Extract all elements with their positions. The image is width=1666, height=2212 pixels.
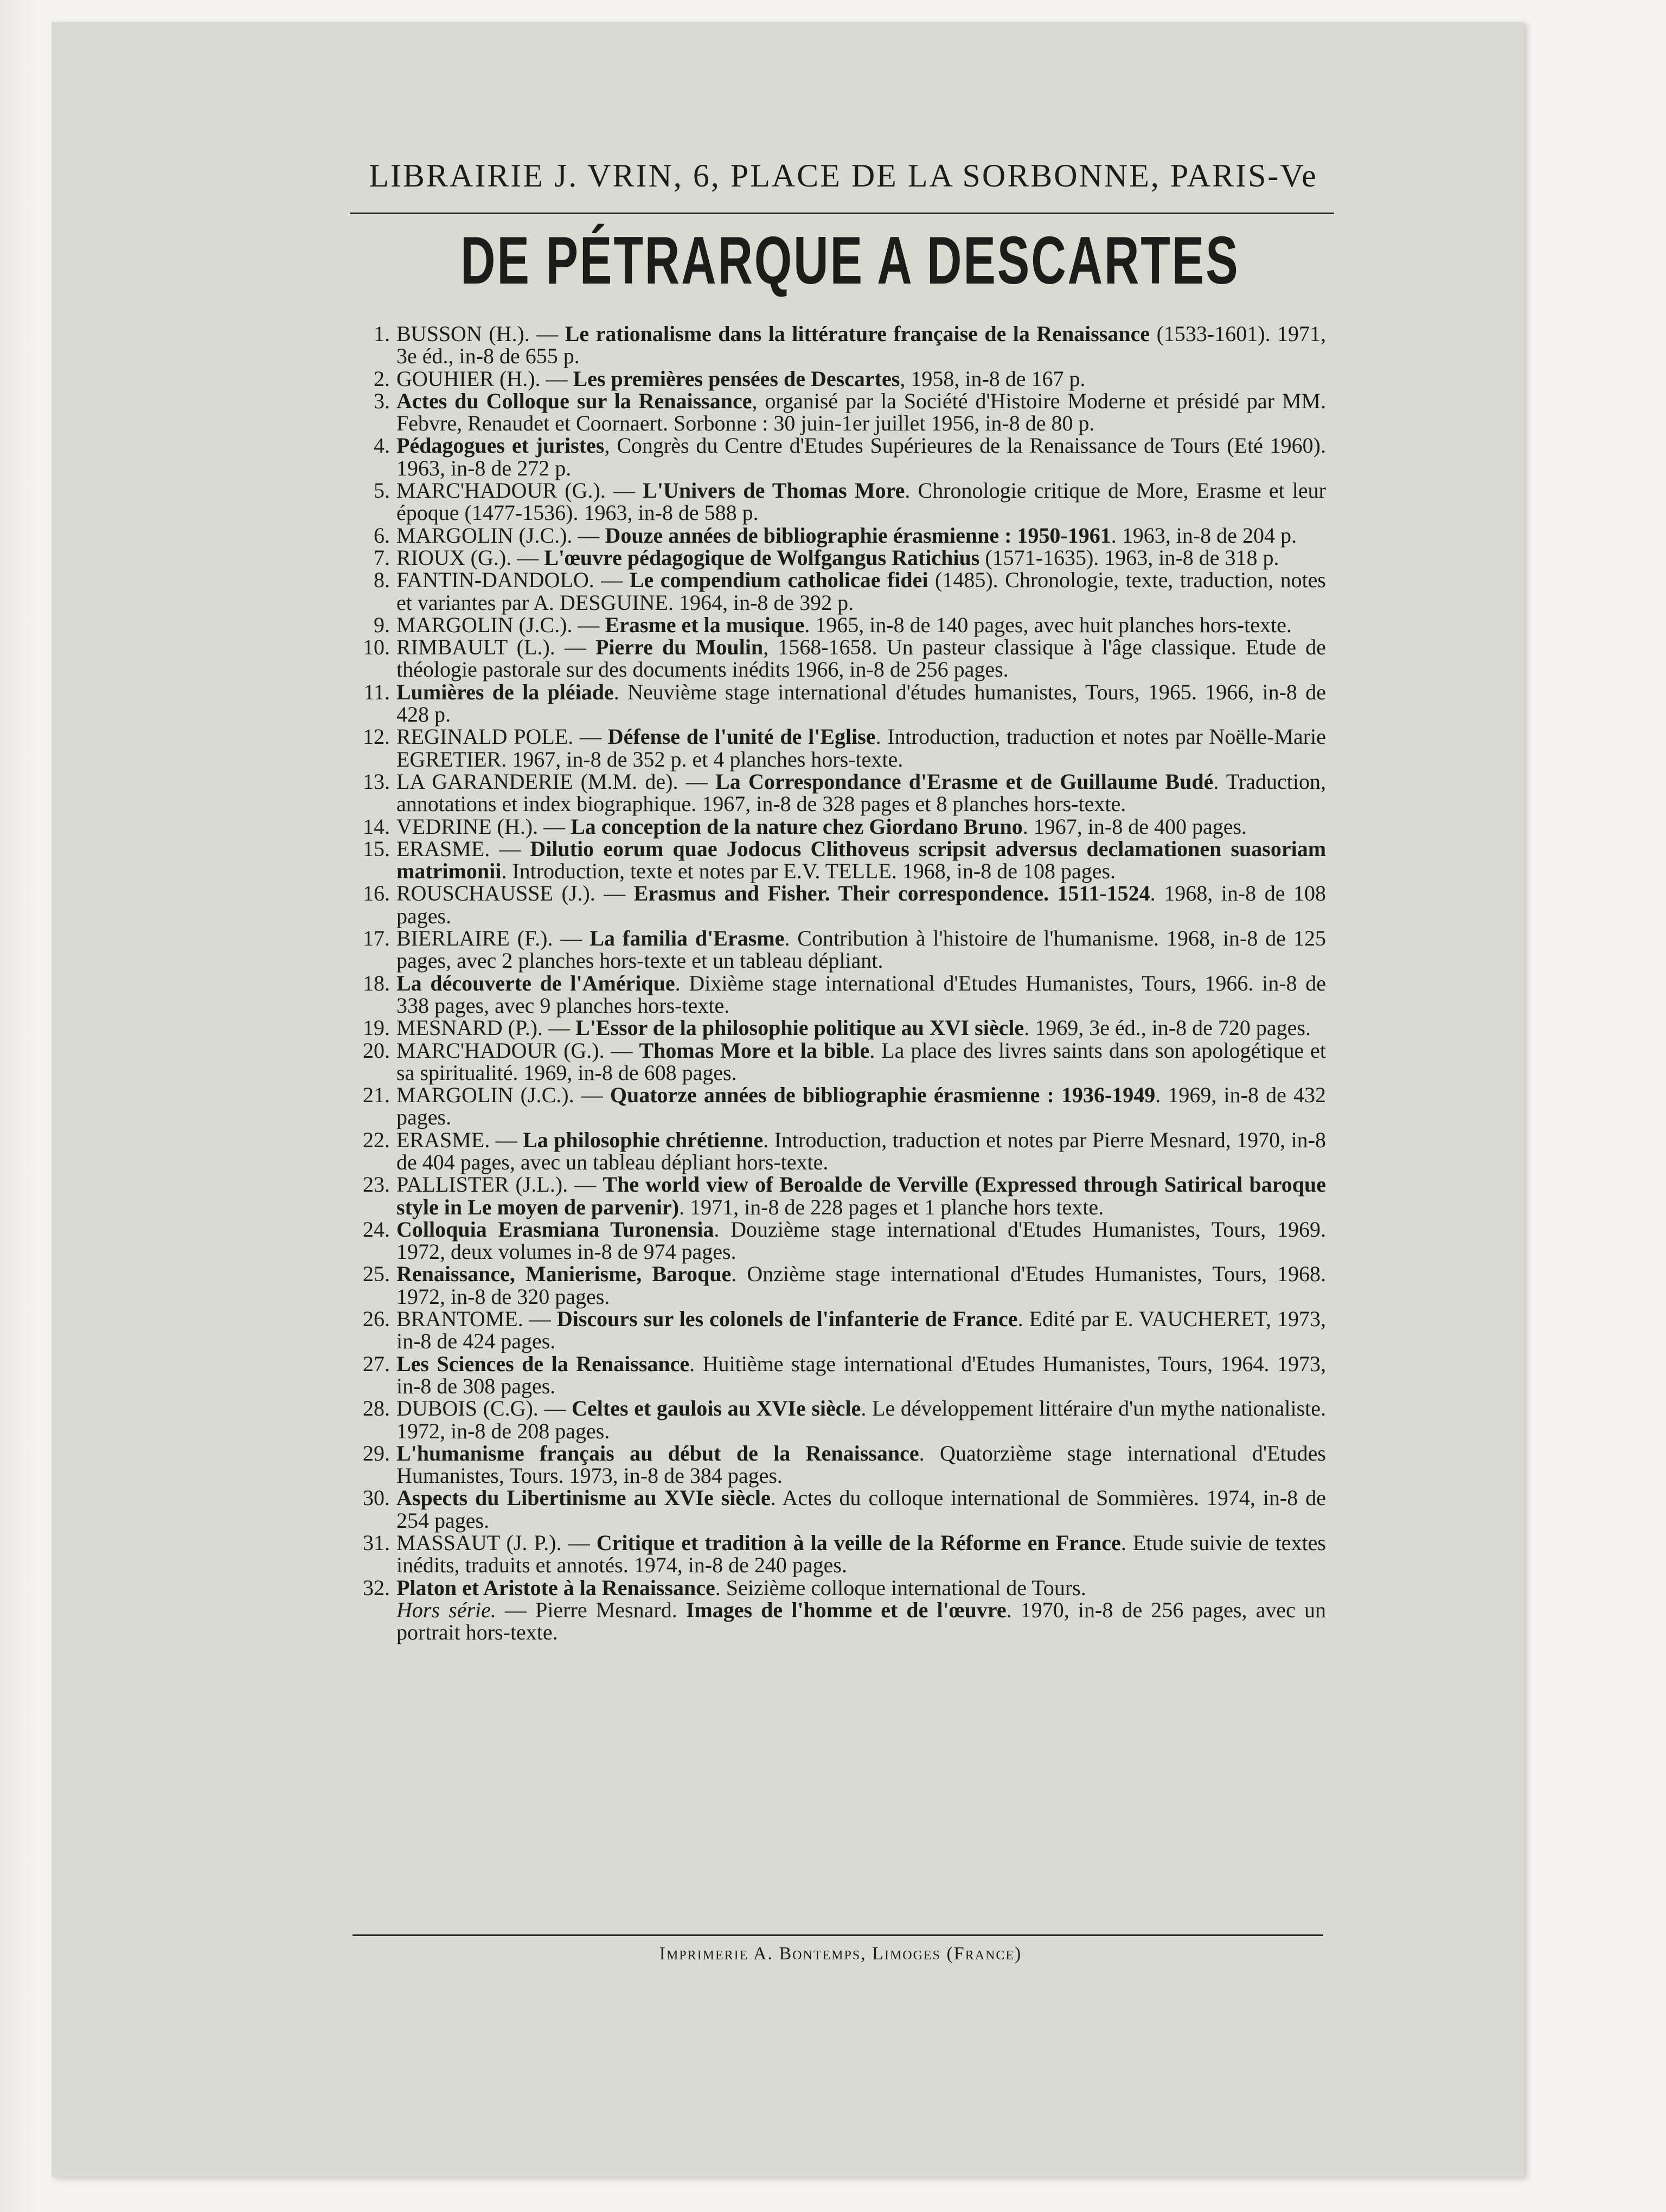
hors-serie-title: Images de l'homme et de l'œuvre — [685, 1597, 1007, 1622]
entry-title: Lumières de la pléiade — [396, 679, 614, 704]
entry-author: MARGOLIN (J.C.). — — [396, 523, 605, 548]
hors-serie-label: Hors série. — [396, 1597, 496, 1622]
entry-title: Dilutio eorum quae Jodocus Clithoveus scripsit adversus declamationen suasoriam matrimonii — [396, 836, 1327, 884]
entry-number: 11. — [363, 679, 390, 704]
entry-title: L'Essor de la philosophie politique au XVI siècle — [575, 1015, 1024, 1040]
list-item — [355, 1039, 1326, 1084]
list-item — [355, 390, 1326, 435]
page-title: DE PÉTRARQUE A DESCARTES — [460, 223, 1240, 298]
entry-details: . Chronologie critique de More, Erasme et leur époque (1477-1536). 1963, in-8 de 588 p. — [396, 478, 1326, 525]
entry-author: MARC'HADOUR (G.). — — [396, 1038, 639, 1063]
entry-number: 32. — [363, 1575, 390, 1600]
entry-title: Actes du Colloque sur la Renaissance — [396, 388, 752, 413]
entry-number: 13. — [363, 769, 390, 794]
list-item — [355, 815, 1326, 838]
footer-rule — [353, 1934, 1323, 1936]
entry-title: L'Univers de Thomas More — [643, 478, 905, 503]
entry-number: 21. — [363, 1083, 390, 1108]
entry-author: MARC'HADOUR (G.). — — [396, 478, 643, 503]
list-item — [355, 368, 1326, 390]
list-item — [355, 569, 1326, 614]
entry-number: 22. — [363, 1127, 390, 1152]
entry-number: 16. — [363, 881, 390, 906]
entry-title: Colloquia Erasmiana Turonensia — [396, 1217, 714, 1242]
entry-number: 18. — [363, 970, 390, 995]
entry-number: 26. — [363, 1307, 390, 1332]
list-item — [355, 1442, 1326, 1487]
entry-details: . 1965, in-8 de 140 pages, avec huit planches hors-texte. — [804, 612, 1292, 637]
entry-title: Douze années de bibliographie érasmienne : 1950-1961 — [605, 523, 1111, 548]
entry-title: L'œuvre pédagogique de Wolfgangus Ratichius — [544, 545, 980, 570]
entry-author: REGINALD POLE. — — [396, 724, 608, 749]
entry-details: . Actes du colloque international de Sommières. 1974, in-8 de 254 pages. — [396, 1486, 1326, 1533]
entry-details: . 1969, 3e éd., in-8 de 720 pages. — [1024, 1015, 1311, 1040]
entry-author: RIMBAULT (L.). — — [396, 635, 595, 660]
entry-number: 27. — [363, 1351, 390, 1376]
list-item — [355, 681, 1326, 726]
list-item — [355, 1173, 1326, 1218]
entry-author: BIERLAIRE (F.). — — [396, 926, 590, 951]
entry-number: 6. — [374, 523, 390, 548]
entry-details: . 1969, in-8 de 432 pages. — [396, 1083, 1326, 1130]
list-item — [355, 636, 1326, 681]
entry-author: BRANTOME. — — [396, 1307, 557, 1332]
list-item — [355, 927, 1326, 972]
entry-details: . Dixième stage international d'Etudes Humanistes, Tours, 1966. in-8 de 338 pages, avec 9 planches hors-texte. — [396, 970, 1326, 1018]
entry-details: , Congrès du Centre d'Etudes Supérieures de la Renaissance de Tours (Eté 1960). 1963, in-8 de 272 p. — [396, 433, 1326, 480]
entry-details: , organisé par la Société d'Histoire Moderne et présidé par MM. Febvre, Renaudet et Coornaert. Sorbonne : 30 juin-1er juillet 1956, in-8 de 80 p. — [396, 388, 1326, 436]
entry-title: La conception de la nature chez Giordano Bruno — [571, 814, 1023, 839]
entry-number: 23. — [363, 1172, 390, 1197]
entry-number: 17. — [363, 926, 390, 951]
entry-author: DUBOIS (C.G). — — [396, 1396, 572, 1421]
entry-author: MARGOLIN (J.C.). — — [396, 612, 605, 637]
entry-details: . 1963, in-8 de 204 p. — [1111, 523, 1297, 548]
entry-title: La philosophie chrétienne — [523, 1127, 764, 1152]
entry-title: Platon et Aristote à la Renaissance — [396, 1575, 715, 1600]
entry-details: . Etude suivie de textes inédits, traduits et annotés. 1974, in-8 de 240 pages. — [396, 1531, 1326, 1578]
list-item — [355, 972, 1326, 1017]
list-item — [355, 524, 1326, 546]
entry-title: Critique et tradition à la veille de la Réforme en France — [596, 1531, 1121, 1555]
entry-details: . Introduction, traduction et notes par Pierre Mesnard, 1970, in-8 de 404 pages, avec un tableau dépliant hors-texte. — [396, 1127, 1327, 1174]
entry-author: MASSAUT (J. P.). — — [396, 1531, 597, 1555]
list-item — [355, 1218, 1326, 1263]
entry-details: . Quatorzième stage international d'Etudes Humanistes, Tours. 1973, in-8 de 384 pages. — [396, 1441, 1326, 1488]
entry-number: 28. — [363, 1396, 390, 1421]
entry-title: Quatorze années de bibliographie érasmienne : 1936-1949 — [610, 1083, 1156, 1108]
entry-author: GOUHIER (H.). — — [396, 366, 573, 391]
entry-author: LA GARANDERIE (M.M. de). — — [396, 769, 716, 794]
entry-title: Aspects du Libertinisme au XVIe siècle — [396, 1486, 771, 1510]
background-shadow — [0, 0, 38, 2212]
entry-number: 24. — [363, 1217, 390, 1242]
list-item — [355, 1532, 1326, 1577]
list-item — [355, 1353, 1326, 1398]
entry-number: 3. — [374, 388, 390, 413]
entry-author: MARGOLIN (J.C.). — — [396, 1083, 610, 1108]
entry-author: ERASME. — — [396, 1127, 523, 1152]
entry-title: Pédagogues et juristes — [396, 433, 605, 458]
entry-title: La découverte de l'Amérique — [396, 970, 675, 995]
entry-details: . Edité par E. VAUCHERET, 1973, in-8 de 424 pages. — [396, 1307, 1327, 1354]
publisher-header: LIBRAIRIE J. VRIN, 6, PLACE DE LA SORBONNE, PARIS-Ve — [369, 158, 1318, 194]
book-list — [355, 323, 1326, 1644]
entry-number: 10. — [363, 635, 390, 660]
entry-title: Pierre du Moulin — [595, 635, 764, 660]
list-item — [355, 1397, 1326, 1442]
list-item — [355, 1487, 1326, 1532]
entry-number: 1. — [374, 321, 390, 346]
entry-title: Discours sur les colonels de l'infanterie de France — [556, 1307, 1018, 1332]
entry-title: Le rationalisme dans la littérature française de la Renaissance — [565, 321, 1150, 346]
entry-author: ROUSCHAUSSE (J.). — — [396, 881, 634, 906]
entry-title: La familia d'Erasme — [589, 926, 785, 951]
entry-author: PALLISTER (J.L.). — — [396, 1172, 603, 1197]
entry-details: . Neuvième stage international d'études humanistes, Tours, 1965. 1966, in-8 de 428 p. — [396, 679, 1327, 727]
entry-details: . Huitième stage international d'Etudes Humanistes, Tours, 1964. 1973, in-8 de 308 pages. — [396, 1351, 1327, 1398]
entry-number: 31. — [363, 1531, 390, 1555]
entry-title: Défense de l'unité de l'Eglise — [607, 724, 876, 749]
list-item — [355, 1017, 1326, 1039]
list-item — [355, 770, 1326, 815]
list-item — [355, 1308, 1326, 1353]
entry-details: (1571-1635). 1963, in-8 de 318 p. — [979, 545, 1279, 570]
entry-number: 29. — [363, 1441, 390, 1465]
entry-number: 8. — [374, 568, 390, 593]
hors-serie-details: . 1970, in-8 de 256 pages, avec un portrait hors-texte. — [396, 1597, 1326, 1645]
entry-details: . Traduction, annotations et index biographique. 1967, in-8 de 328 pages et 8 planches hors-texte. — [396, 769, 1327, 816]
list-item — [355, 1084, 1326, 1129]
list-item — [355, 479, 1326, 524]
list-item — [355, 614, 1326, 636]
entry-title: Celtes et gaulois au XVIe siècle — [572, 1396, 861, 1421]
entry-details: . Contribution à l'histoire de l'humanisme. 1968, in-8 de 125 pages, avec 2 planches hors-texte et un tableau dépliant. — [396, 926, 1327, 973]
entry-author: ERASME. — — [396, 836, 530, 861]
entry-title: Le compendium catholicae fidei — [629, 568, 928, 593]
entry-number: 15. — [363, 836, 390, 861]
hors-serie-author: — Pierre Mesnard. — [496, 1597, 686, 1622]
entry-author: FANTIN-DANDOLO. — — [396, 568, 630, 593]
entry-details: , 1958, in-8 de 167 p. — [900, 366, 1086, 391]
entry-number: 12. — [363, 724, 390, 749]
entry-details: . La place des livres saints dans son apologétique et sa spiritualité. 1969, in-8 de 608 pages. — [396, 1038, 1327, 1085]
entry-number: 2. — [374, 366, 390, 391]
entry-details: . Le développement littéraire d'un mythe nationaliste. 1972, in-8 de 208 pages. — [396, 1396, 1327, 1443]
list-item — [355, 1129, 1326, 1174]
entry-title: Erasmus and Fisher. Their correspondence. 1511-1524 — [633, 881, 1150, 906]
entry-title: Renaissance, Manierisme, Baroque — [396, 1262, 732, 1287]
entry-details: . Introduction, traduction et notes par Noëlle-Marie EGRETIER. 1967, in-8 de 352 p. et 4 planches hors-texte. — [396, 724, 1326, 771]
printer-footer: Imprimerie A. Bontemps, Limoges (France) — [659, 1944, 1022, 1964]
entry-title: La Correspondance d'Erasme et de Guillaume Budé — [715, 769, 1214, 794]
entry-number: 20. — [363, 1038, 390, 1063]
entry-number: 4. — [374, 433, 390, 458]
entry-details: . 1967, in-8 de 400 pages. — [1022, 814, 1247, 839]
entry-author: MESNARD (P.). — — [396, 1015, 576, 1040]
entry-number: 19. — [363, 1015, 390, 1040]
list-item — [355, 434, 1326, 479]
entry-author: VEDRINE (H.). — — [396, 814, 571, 839]
entry-author: RIOUX (G.). — — [396, 545, 544, 570]
entry-title: Les premières pensées de Descartes — [573, 366, 900, 391]
entry-details: . Introduction, texte et notes par E.V. TELLE. 1968, in-8 de 108 pages. — [501, 859, 1116, 884]
entry-details: , 1568-1658. Un pasteur classique à l'âge classique. Etude de théologie pastorale sur des documents inédits 1966, in-8 de 256 pages. — [396, 635, 1326, 682]
entry-number: 7. — [374, 545, 390, 570]
entry-details: . Onzième stage international d'Etudes Humanistes, Tours, 1968. 1972, in-8 de 320 pages. — [396, 1262, 1326, 1309]
entry-author: BUSSON (H.). — — [396, 321, 565, 346]
entry-title: Thomas More et la bible — [639, 1038, 870, 1063]
entry-details: . 1968, in-8 de 108 pages. — [396, 881, 1327, 928]
list-item — [355, 546, 1326, 569]
entry-details: . Seizième colloque international de Tours. — [715, 1575, 1086, 1600]
entry-title: Erasme et la musique — [605, 612, 805, 637]
list-item — [355, 323, 1326, 368]
list-item — [355, 1263, 1326, 1308]
entry-number: 14. — [363, 814, 390, 839]
list-item — [355, 1577, 1326, 1599]
entry-title: L'humanisme français au début de la Renaissance — [396, 1441, 919, 1465]
entry-details: (1533-1601). 1971, 3e éd., in-8 de 655 p. — [396, 321, 1326, 369]
entry-number: 30. — [363, 1486, 390, 1510]
entry-title: Les Sciences de la Renaissance — [396, 1351, 690, 1376]
entry-title: The world view of Beroalde de Verville (Expressed through Satirical baroque style in Le moyen de parvenir) — [396, 1172, 1326, 1219]
entry-details: (1485). Chronologie, texte, traduction, notes et variantes par A. DESGUINE. 1964, in-8 de 392 p. — [396, 568, 1326, 615]
list-item — [355, 882, 1326, 927]
entry-number: 25. — [363, 1262, 390, 1287]
entry-details: . 1971, in-8 de 228 pages et 1 planche hors texte. — [679, 1194, 1104, 1219]
entry-details: . Douzième stage international d'Etudes Humanistes, Tours, 1969. 1972, deux volumes in-8 de 974 pages. — [396, 1217, 1326, 1264]
list-item — [355, 838, 1326, 883]
entry-number: 5. — [374, 478, 390, 503]
entry-number: 9. — [374, 612, 390, 637]
list-item — [355, 725, 1326, 770]
header-rule — [350, 213, 1334, 214]
hors-serie-entry — [355, 1599, 1326, 1644]
